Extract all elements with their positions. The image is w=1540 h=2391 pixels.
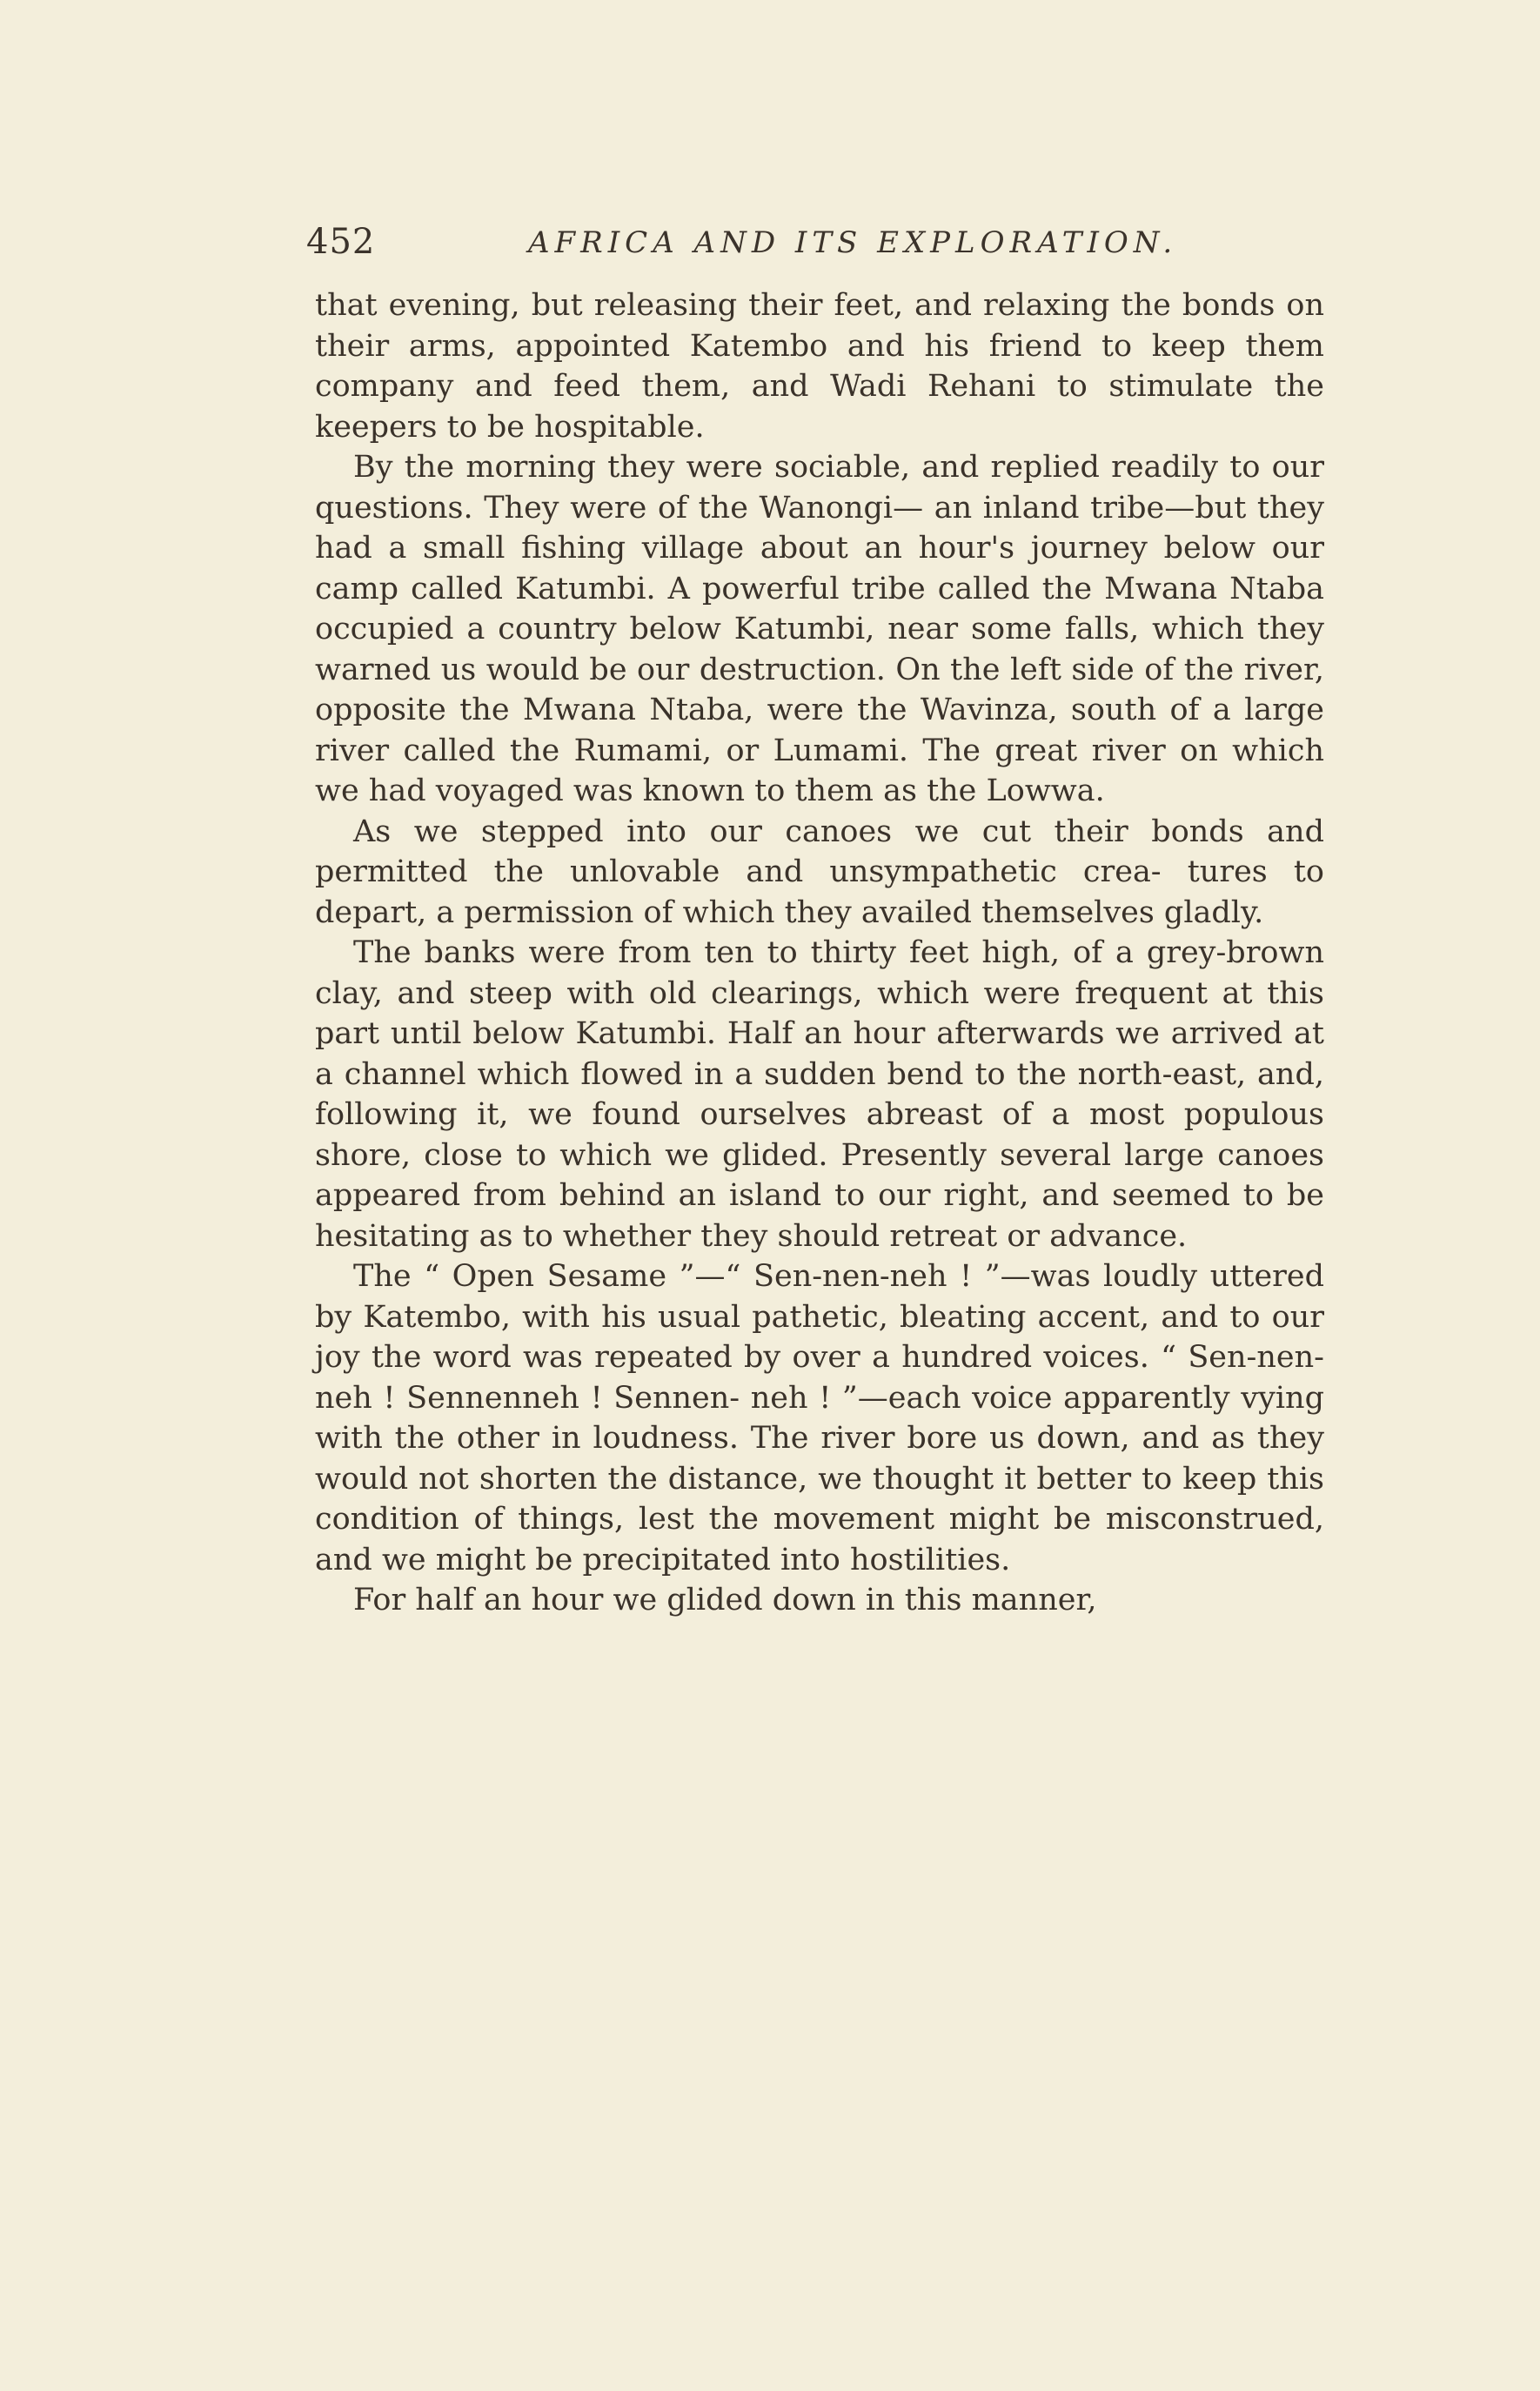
paragraph: By the morning they were sociable, and replied readily to our questions. They were of the Wanongi— an inland tribe—but they had a small fishing village about an hour's journey below our camp called Katumbi. A powerful tribe called the Mwana Ntaba occupied a country below Katumbi, near some falls, which they warned us would be our destruction. On the left side of the river, opposite the Mwana Ntaba, were the Wavinza, south of a large river called the Rumami, or Lumami. The great river on which we had voyaged was known to them as the Lowwa. [315, 450, 1324, 808]
paragraph: The “ Open Sesame ”—“ Sen-nen-neh ! ”—was loudly uttered by Katembo, with his usual pathetic, bleating accent, and to our joy the word was repeated by over a hundred voices. “ Sen-nen-neh ! Sennenneh ! Sennen- neh ! ”—each voice apparently vying with the other in loudness. The river bore us down, and as they would not shorten the distance, we thought it better to keep this condition of things, lest the movement might be misconstrued, and we might be precipitated into hostilities. [315, 1259, 1324, 1577]
page-number: 452 [306, 222, 376, 262]
paragraph-continued: that evening, but releasing their feet, and relaxing the bonds on their arms, appointed Katembo and his friend to keep them company and feed them, and Wadi Rehani to stimulate the keepers to be hospitable. [315, 288, 1324, 445]
paragraph: For half an hour we glided down in this manner, [353, 1583, 1097, 1617]
body-text [315, 285, 1324, 1621]
running-title: AFRICA AND ITS EXPLORATION. [528, 225, 1178, 260]
paragraph: The banks were from ten to thirty feet high, of a grey-brown clay, and steep with old clearings, which were frequent at this part until below Katumbi. Half an hour afterwards we arrived at a channel which flowed in a sudden bend to the north-east, and, following it, we found ourselves abreast of a most populous shore, close to which we glided. Presently several large canoes appeared from behind an island to our right, and seemed to be hesitating as to whether they should retreat or advance. [315, 935, 1324, 1254]
page-header [306, 222, 1324, 274]
paragraph: As we stepped into our canoes we cut their bonds and permitted the unlovable and unsympathetic crea- tures to depart, a permission of which they availed themselves gladly. [315, 814, 1324, 930]
